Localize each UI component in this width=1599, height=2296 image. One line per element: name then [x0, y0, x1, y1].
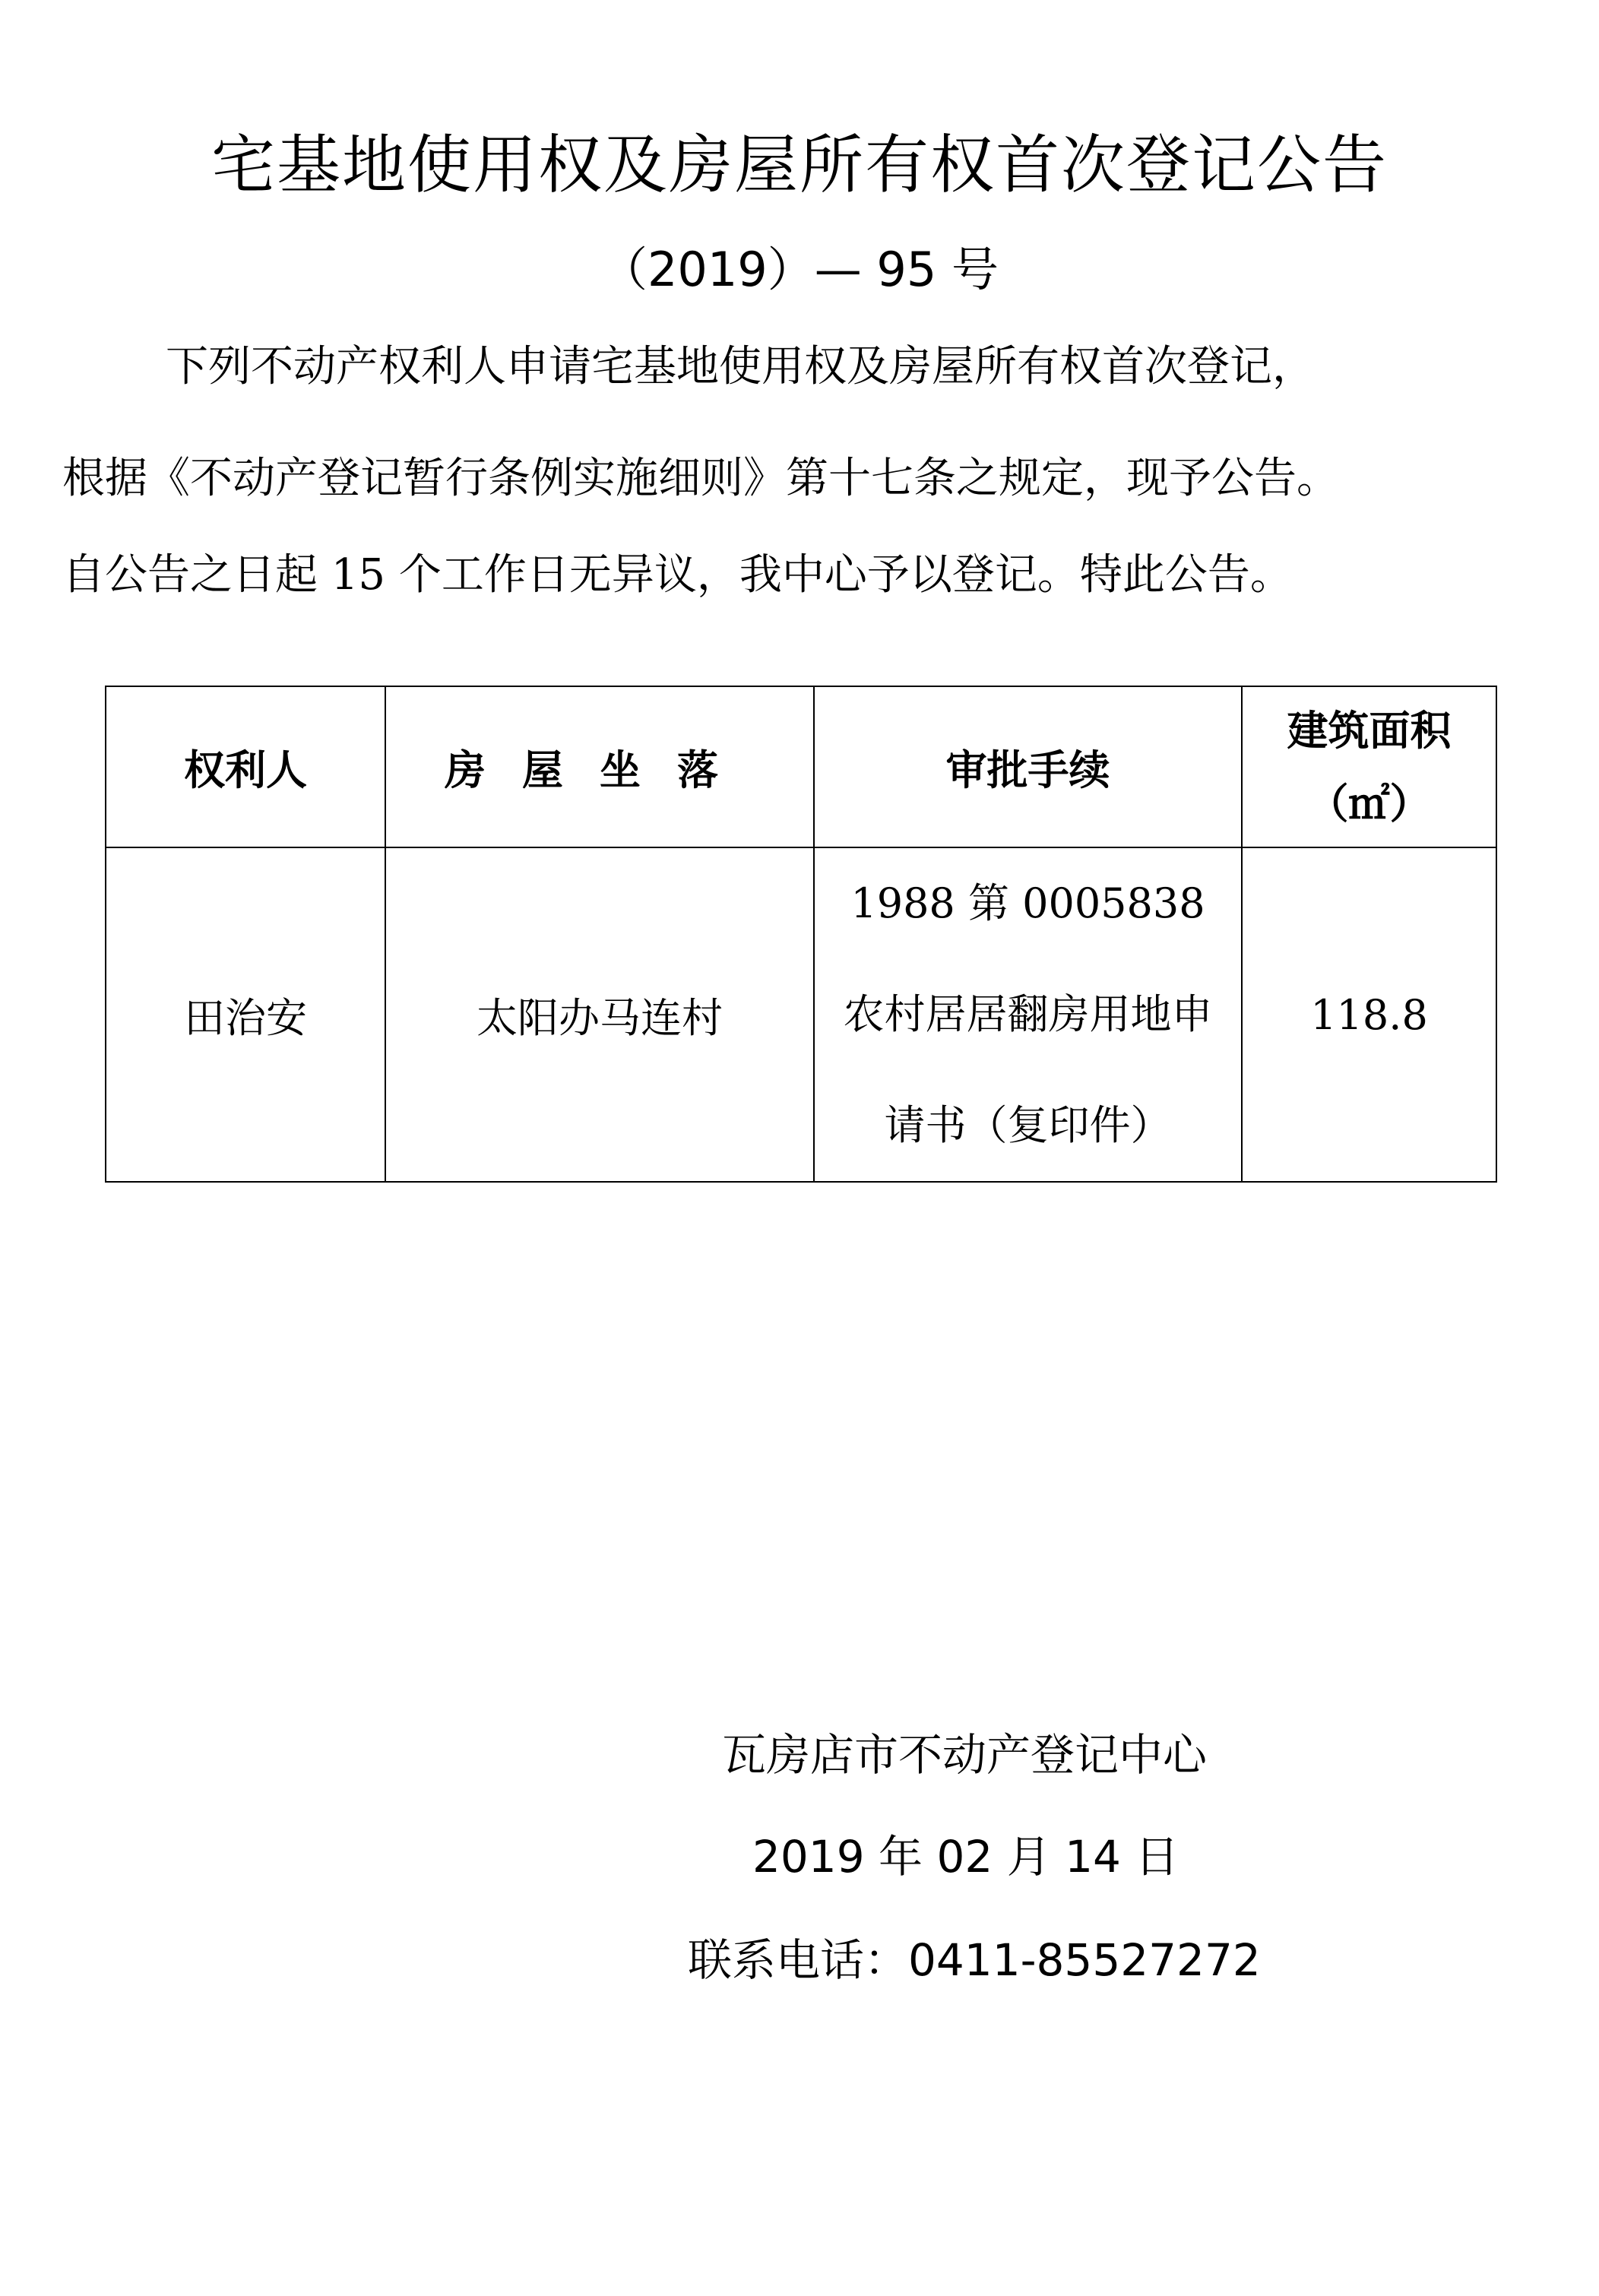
notice-body-line-3: 自公告之日起 15 个工作日无异议，我中心予以登记。特此公告。	[62, 550, 1293, 600]
cell-area: 118.8	[1242, 847, 1496, 1182]
header-location-label: 房屋坐落	[445, 745, 755, 794]
header-location	[385, 686, 814, 847]
notice-title: 宅基地使用权及房屋所有权首次登记公告	[211, 128, 1388, 202]
notice-number: （2019）— 95 号	[600, 242, 999, 297]
header-approval: 审批手续	[814, 686, 1242, 847]
cell-location: 太阳办马连村	[385, 847, 814, 1182]
table-header-row	[106, 686, 1496, 847]
registration-table	[105, 686, 1497, 1183]
cell-approval: 1988 第 0005838 农村居居翻房用地申请书（复印件）	[814, 847, 1242, 1182]
cell-holder: 田治安	[106, 847, 385, 1182]
issuer-name: 瓦房店市不动产登记中心	[722, 1729, 1208, 1781]
contact-phone: 联系电话：0411-85527272	[688, 1934, 1261, 1986]
notice-body-line-1: 下列不动产权利人申请宅基地使用权及房屋所有权首次登记，	[166, 342, 1315, 391]
issue-date: 2019 年 02 月 14 日	[752, 1831, 1179, 1883]
header-area	[1242, 686, 1496, 847]
notice-body-line-2: 根据《不动产登记暂行条例实施细则》第十七条之规定，现予公告。	[62, 454, 1339, 503]
table-row	[106, 847, 1496, 1182]
header-holder: 权利人	[106, 686, 385, 847]
header-area-label: 建筑面积	[1287, 706, 1452, 755]
header-area-unit: （㎡）	[1307, 779, 1431, 828]
